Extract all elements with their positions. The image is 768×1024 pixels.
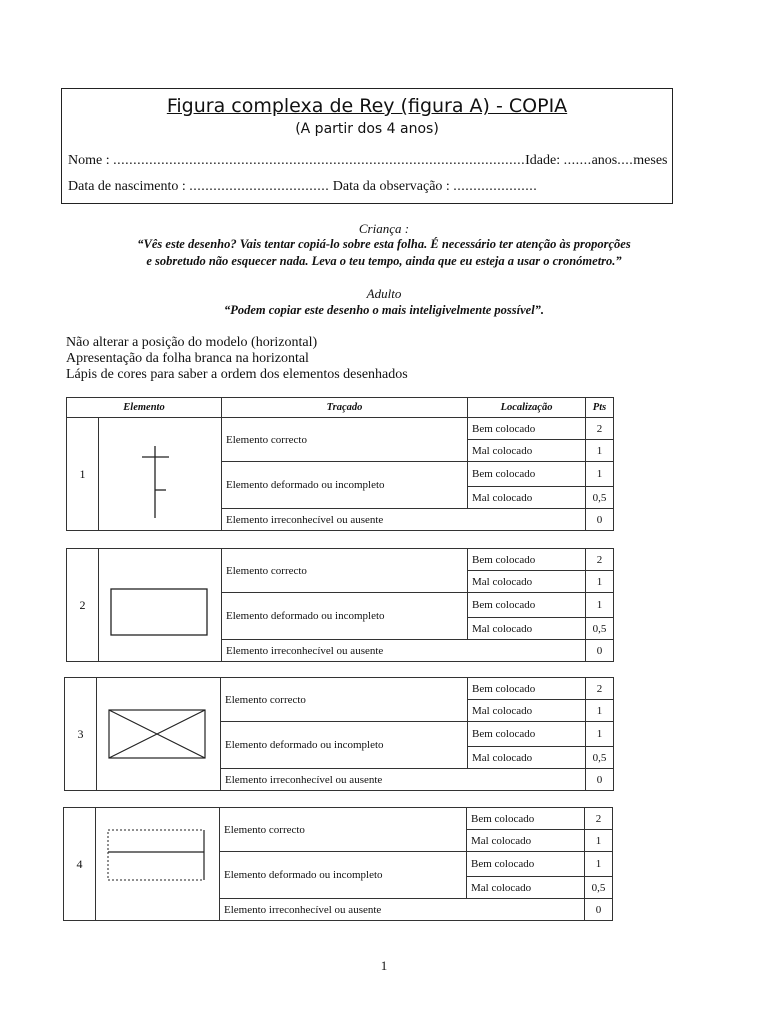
loc-bem: Bem colocado: [467, 852, 585, 877]
pts-value: 1: [586, 440, 614, 462]
loc-mal: Mal colocado: [468, 618, 586, 640]
element-figure-rectangle: [99, 549, 222, 662]
tracado-deformed: Elemento deformado ou incompleto: [222, 462, 468, 509]
tracado-absent: Elemento irreconhecível ou ausente: [222, 640, 586, 662]
pts-value: 2: [586, 678, 614, 700]
pts-value: 2: [585, 808, 613, 830]
anos-label: anos: [591, 153, 618, 168]
table-header-row: [67, 398, 614, 418]
idade-label: Idade:: [525, 153, 561, 168]
loc-bem: Bem colocado: [468, 722, 586, 747]
element-number: 3: [65, 678, 97, 791]
header-pts: Pts: [586, 398, 614, 418]
element-number: 1: [67, 418, 99, 531]
scoring-table-3: [64, 677, 614, 791]
loc-mal: Mal colocado: [467, 877, 585, 899]
element-number: 2: [67, 549, 99, 662]
tracado-absent: Elemento irreconhecível ou ausente: [220, 899, 585, 921]
loc-bem: Bem colocado: [468, 678, 586, 700]
header-localizacao: Localização: [468, 398, 586, 418]
element-number: 4: [64, 808, 96, 921]
tracado-absent: Elemento irreconhecível ou ausente: [222, 509, 586, 531]
note-3: Lápis de cores para saber a ordem dos elementos desenhados: [66, 367, 408, 382]
nome-field[interactable]: .......................................................................................................: [113, 153, 526, 168]
loc-mal: Mal colocado: [468, 440, 586, 462]
nascimento-label: Data de nascimento :: [68, 179, 186, 194]
loc-mal: Mal colocado: [468, 487, 586, 509]
child-instruction-2: e sobretudo não esquecer nada. Leva o teu tempo, ainda que eu esteja a usar o cronómetro.”: [146, 254, 622, 268]
pts-value: 0: [586, 509, 614, 531]
loc-mal: Mal colocado: [468, 700, 586, 722]
pts-value: 0: [586, 769, 614, 791]
pts-value: 0,5: [585, 877, 613, 899]
name-age-line: [68, 153, 667, 169]
loc-mal: Mal colocado: [468, 747, 586, 769]
tracado-correct: Elemento correcto: [222, 549, 468, 593]
nascimento-field[interactable]: ...................................: [189, 179, 330, 194]
loc-mal: Mal colocado: [468, 571, 586, 593]
child-label: Criança :: [358, 221, 410, 236]
header-elemento: Elemento: [67, 398, 222, 418]
pts-value: 1: [586, 571, 614, 593]
pts-value: 0: [585, 899, 613, 921]
note-2: Apresentação da folha branca na horizontal: [66, 351, 309, 366]
element-figure-crossed-rectangle: [97, 678, 221, 791]
loc-bem: Bem colocado: [468, 462, 586, 487]
tracado-correct: Elemento correcto: [222, 418, 468, 462]
pts-value: 1: [585, 830, 613, 852]
tracado-deformed: Elemento deformado ou incompleto: [220, 852, 467, 899]
page-number: 1: [380, 958, 388, 973]
element-figure-divided-rectangle: [96, 808, 220, 921]
table-row: [64, 808, 613, 830]
scoring-table-1: [66, 397, 614, 531]
pts-value: 0: [586, 640, 614, 662]
pts-value: 0,5: [586, 747, 614, 769]
table-row: [67, 418, 614, 440]
adult-instruction: “Podem copiar este desenho o mais inteligivelmente possível”.: [223, 303, 545, 317]
header-tracado: Traçado: [222, 398, 468, 418]
pts-value: 1: [586, 462, 614, 487]
tracado-correct: Elemento correcto: [221, 678, 468, 722]
scoring-table-4: [63, 807, 613, 921]
dates-line: [68, 179, 537, 195]
tracado-deformed: Elemento deformado ou incompleto: [221, 722, 468, 769]
anos-field[interactable]: .......: [563, 153, 592, 168]
observacao-field[interactable]: .....................: [453, 179, 538, 194]
pts-value: 1: [586, 593, 614, 618]
loc-mal: Mal colocado: [467, 830, 585, 852]
meses-label: meses: [633, 153, 668, 168]
page-subtitle: (A partir dos 4 anos): [295, 121, 439, 137]
element-figure-cross: [99, 418, 222, 531]
pts-value: 0,5: [586, 618, 614, 640]
table-row: [67, 549, 614, 571]
tracado-correct: Elemento correcto: [220, 808, 467, 852]
adult-label: Adulto: [366, 286, 402, 301]
scoring-table-2: [66, 548, 614, 662]
child-instruction-1: “Vês este desenho? Vais tentar copiá-lo sobre esta folha. É necessário ter atenção às proporções: [137, 237, 631, 251]
pts-value: 1: [585, 852, 613, 877]
meses-field[interactable]: ....: [617, 153, 634, 168]
header-box: [61, 88, 673, 204]
note-1: Não alterar a posição do modelo (horizontal): [66, 335, 318, 350]
page-title: Figura complexa de Rey (figura A) - COPIA: [166, 95, 568, 117]
pts-value: 2: [586, 549, 614, 571]
tracado-deformed: Elemento deformado ou incompleto: [222, 593, 468, 640]
pts-value: 1: [586, 722, 614, 747]
observacao-label: Data da observação :: [332, 179, 450, 194]
tracado-absent: Elemento irreconhecível ou ausente: [221, 769, 586, 791]
loc-bem: Bem colocado: [467, 808, 585, 830]
loc-bem: Bem colocado: [468, 593, 586, 618]
pts-value: 1: [586, 700, 614, 722]
nome-label: Nome :: [68, 153, 110, 168]
pts-value: 2: [586, 418, 614, 440]
pts-value: 0,5: [586, 487, 614, 509]
table-row: [65, 678, 614, 700]
loc-bem: Bem colocado: [468, 549, 586, 571]
loc-bem: Bem colocado: [468, 418, 586, 440]
